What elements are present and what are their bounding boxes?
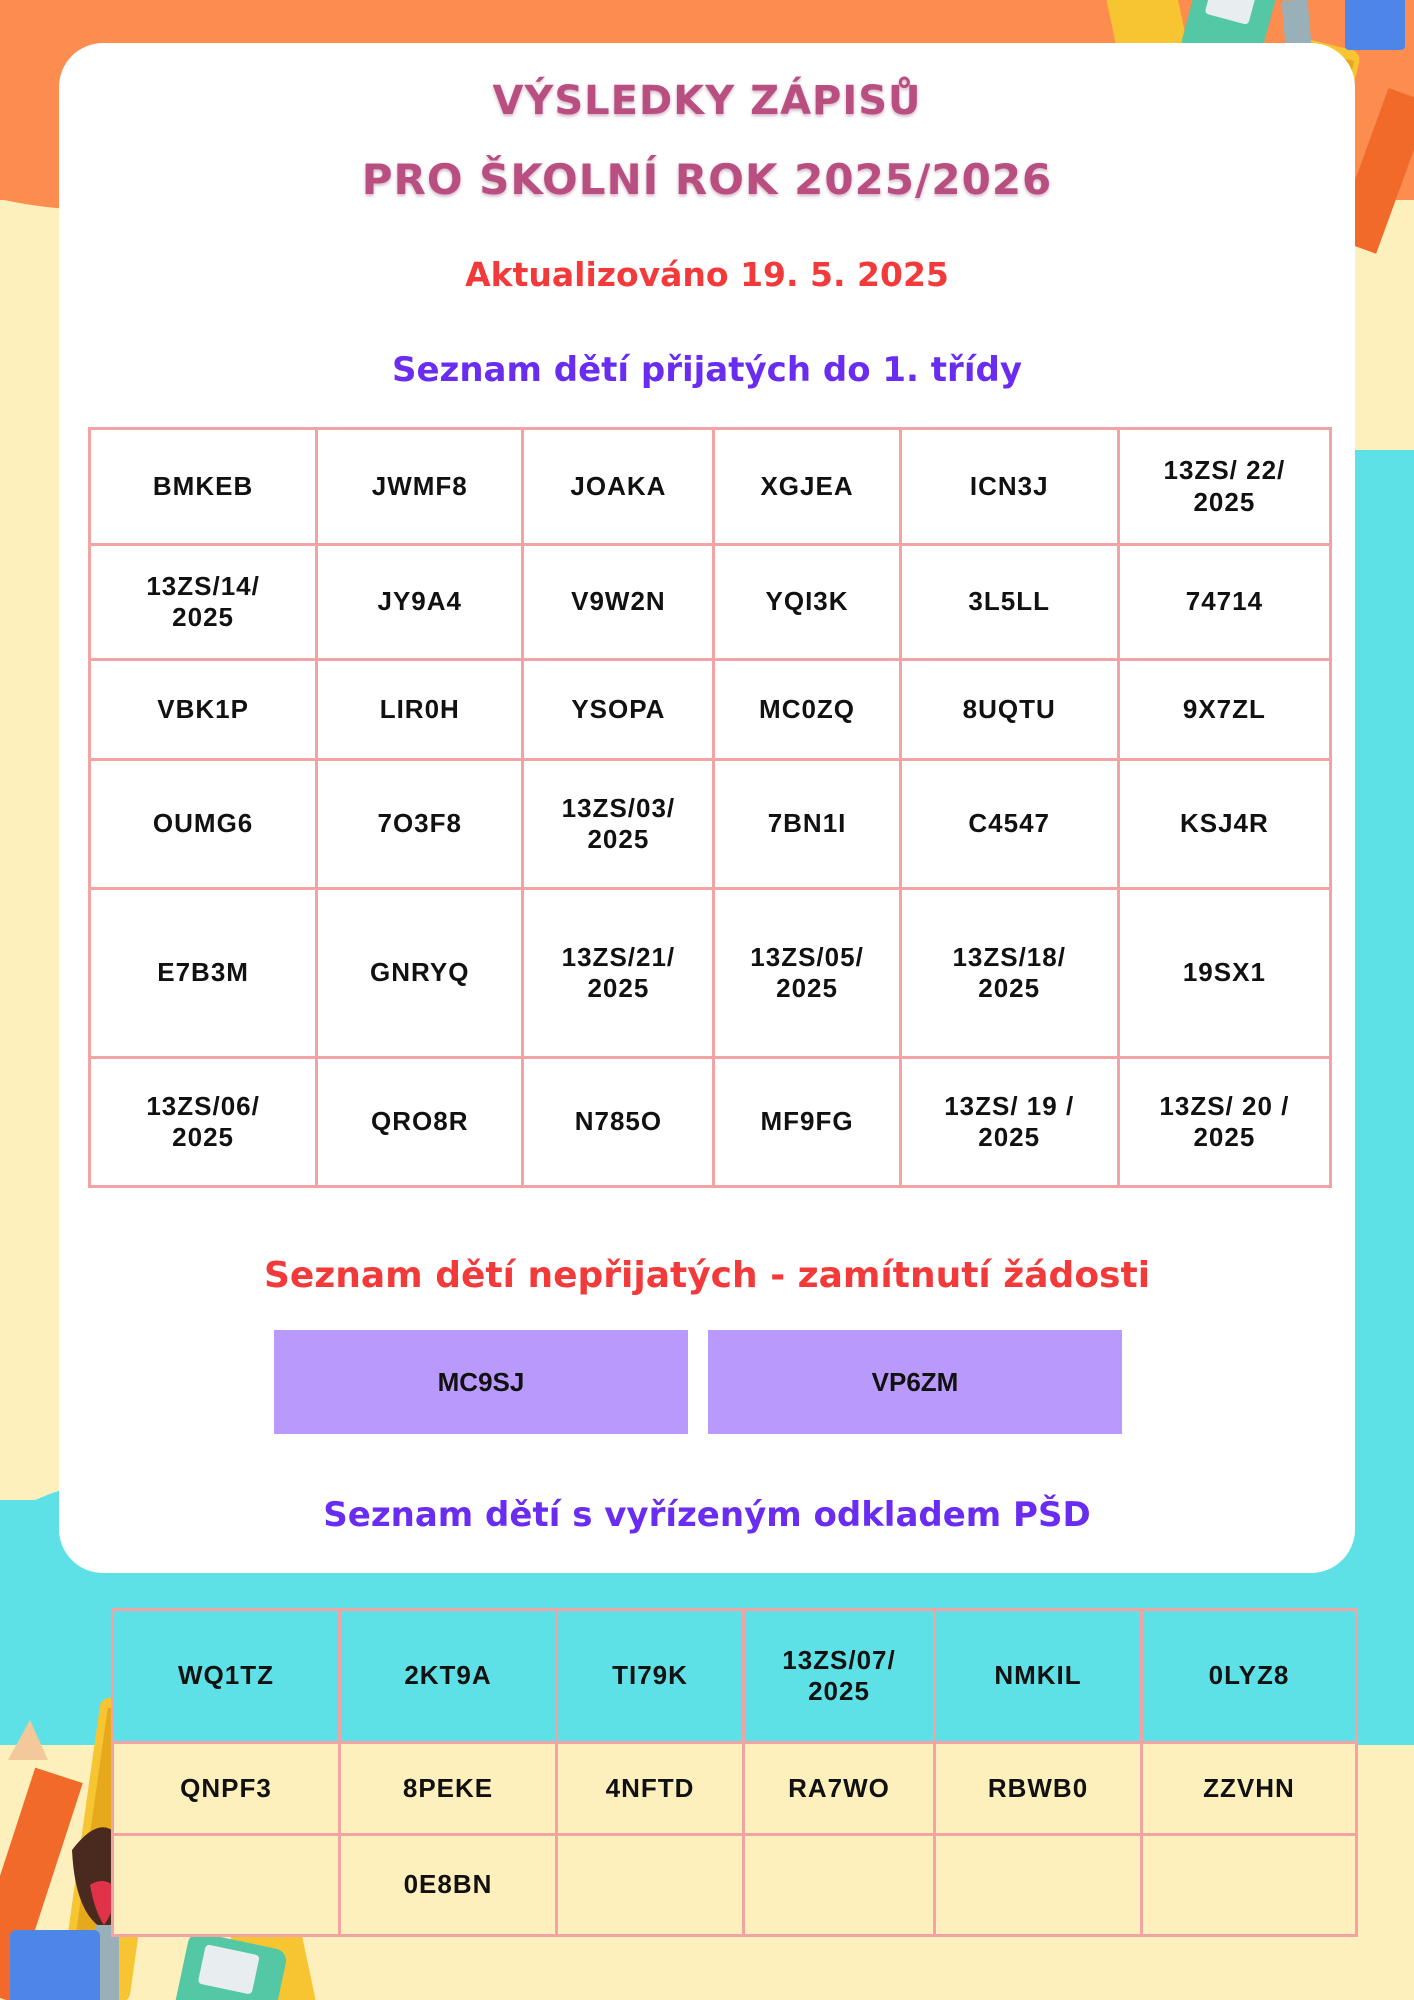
table-cell: KSJ4R [1118,760,1330,889]
page-title-line2: PRO ŠKOLNÍ ROK 2025/2026 [361,155,1053,204]
table-cell: MC0ZQ [714,660,900,760]
table-cell: 8PEKE [340,1743,557,1835]
table-cell: VBK1P [90,660,317,760]
table-cell: MF9FG [714,1058,900,1187]
table-cell: V9W2N [523,545,714,660]
table-cell [557,1835,744,1936]
table-row [90,889,1331,1058]
table-cell: 13ZS/05/ 2025 [714,889,900,1058]
deferred-table [111,1608,1358,1937]
table-cell: 8UQTU [900,660,1118,760]
table-cell: QNPF3 [113,1743,340,1835]
table-cell: 13ZS/06/ 2025 [90,1058,317,1187]
table-cell: ICN3J [900,429,1118,545]
table-cell: E7B3M [90,889,317,1058]
table-cell: YQI3K [714,545,900,660]
table-row [113,1743,1357,1835]
table-cell: 9X7ZL [1118,660,1330,760]
accepted-table [88,427,1332,1188]
table-row [90,1058,1331,1187]
table-cell: 0LYZ8 [1142,1610,1357,1743]
table-cell: OUMG6 [90,760,317,889]
table-cell: 7BN1I [714,760,900,889]
table-row [90,760,1331,889]
deferred-heading: Seznam dětí s vyřízeným odkladem PŠD [323,1495,1091,1535]
table-cell: WQ1TZ [113,1610,340,1743]
table-cell: N785O [523,1058,714,1187]
rejected-item: VP6ZM [708,1330,1122,1434]
table-cell: GNRYQ [317,889,523,1058]
table-row [113,1835,1357,1936]
table-cell: 13ZS/18/ 2025 [900,889,1118,1058]
table-cell: 4NFTD [557,1743,744,1835]
table-cell: TI79K [557,1610,744,1743]
table-cell: RBWB0 [935,1743,1142,1835]
table-cell [935,1835,1142,1936]
table-cell: XGJEA [714,429,900,545]
table-row [90,660,1331,760]
accepted-heading: Seznam dětí přijatých do 1. třídy [392,350,1022,390]
table-row [90,429,1331,545]
table-cell: QRO8R [317,1058,523,1187]
table-cell: 13ZS/14/ 2025 [90,545,317,660]
page-title-line1: VÝSLEDKY ZÁPISŮ [492,78,922,124]
table-row [90,545,1331,660]
table-cell: RA7WO [744,1743,935,1835]
table-cell: 13ZS/21/ 2025 [523,889,714,1058]
table-cell: 13ZS/07/ 2025 [744,1610,935,1743]
table-cell: 7O3F8 [317,760,523,889]
table-cell: JWMF8 [317,429,523,545]
table-cell: 13ZS/03/ 2025 [523,760,714,889]
table-cell: LIR0H [317,660,523,760]
rejected-item: MC9SJ [274,1330,688,1434]
table-cell: JOAKA [523,429,714,545]
table-cell [1142,1835,1357,1936]
table-cell: 13ZS/ 19 / 2025 [900,1058,1118,1187]
sharpener-icon [10,1930,100,2000]
table-cell [744,1835,935,1936]
table-cell: YSOPA [523,660,714,760]
table-cell: NMKIL [935,1610,1142,1743]
table-cell: 74714 [1118,545,1330,660]
table-cell: 13ZS/ 22/ 2025 [1118,429,1330,545]
table-cell: C4547 [900,760,1118,889]
table-cell: 19SX1 [1118,889,1330,1058]
table-cell: 2KT9A [340,1610,557,1743]
table-cell: 3L5LL [900,545,1118,660]
table-cell: BMKEB [90,429,317,545]
table-cell: 0E8BN [340,1835,557,1936]
table-cell: JY9A4 [317,545,523,660]
table-cell: 13ZS/ 20 / 2025 [1118,1058,1330,1187]
updated-date: Aktualizováno 19. 5. 2025 [465,255,949,294]
table-row [113,1610,1357,1743]
table-cell [113,1835,340,1936]
table-cell: ZZVHN [1142,1743,1357,1835]
rejected-heading: Seznam dětí nepřijatých - zamítnutí žádosti [263,1255,1151,1296]
